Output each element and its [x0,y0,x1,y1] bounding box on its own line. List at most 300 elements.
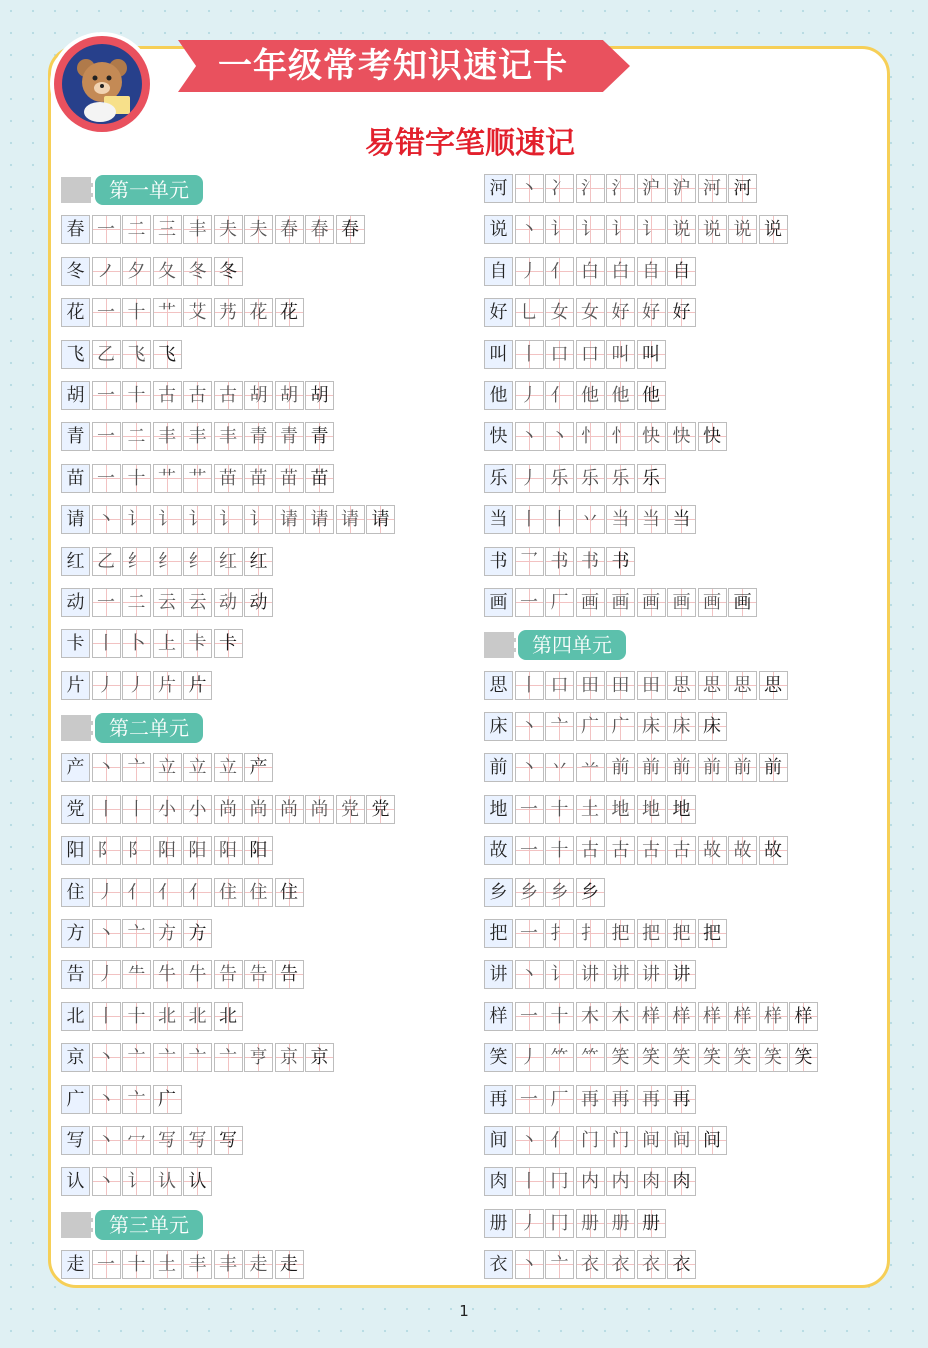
target-character: 肉 [484,1167,513,1196]
stroke-step: 他 [637,381,666,410]
stroke-step: 十 [122,1002,151,1031]
stroke-step: 阳 [244,836,273,865]
stroke-step: 床 [698,712,727,741]
stroke-step: 艿 [214,298,243,327]
stroke-step: 扌 [545,919,574,948]
stroke-step: 一 [515,795,544,824]
stroke-step: 田 [637,671,666,700]
unit-marker [61,177,93,203]
stroke-step: 冫 [545,174,574,203]
stroke-step: 乐 [576,464,605,493]
stroke-step: 思 [728,671,757,700]
stroke-step: 讠 [637,215,666,244]
target-character: 自 [484,257,513,286]
stroke-step: 土 [153,1250,182,1279]
target-character: 写 [61,1126,90,1155]
target-character: 笑 [484,1043,513,1072]
stroke-step: 再 [576,1085,605,1114]
stroke-step: 前 [637,753,666,782]
stroke-step: 丶 [92,505,121,534]
stroke-step: 样 [789,1002,818,1031]
stroke-step: 土 [576,795,605,824]
stroke-step: ⺮ [545,1043,574,1072]
stroke-step: 丶 [92,753,121,782]
stroke-step: 画 [728,588,757,617]
stroke-step: 云 [153,588,182,617]
stroke-step: 样 [759,1002,788,1031]
stroke-step: 河 [698,174,727,203]
stroke-step: 古 [667,836,696,865]
stroke-step: 青 [305,422,334,451]
stroke-step: 丶 [515,960,544,989]
target-character: 京 [61,1043,90,1072]
stroke-step: 木 [576,1002,605,1031]
stroke-step: 沪 [667,174,696,203]
stroke-step: 一 [515,1085,544,1114]
stroke-step: 广 [153,1085,182,1114]
page-number: 1 [459,1302,469,1320]
target-character: 党 [61,795,90,824]
stroke-step: 丶 [515,422,544,451]
stroke-step: 自 [667,257,696,286]
stroke-step: 党 [366,795,395,824]
target-character: 册 [484,1209,513,1238]
stroke-step: 胡 [244,381,273,410]
stroke-step: 牛 [183,960,212,989]
stroke-step: 讲 [637,960,666,989]
stroke-step: 花 [244,298,273,327]
stroke-step: 尚 [305,795,334,824]
stroke-step: 广 [576,712,605,741]
stroke-step: 一 [92,215,121,244]
stroke-step: 前 [606,753,635,782]
stroke-step: 认 [183,1167,212,1196]
stroke-step: 女 [545,298,574,327]
stroke-step: 一 [92,464,121,493]
stroke-step: 白 [606,257,635,286]
stroke-step: 样 [728,1002,757,1031]
stroke-step: 冬 [214,257,243,286]
stroke-step: 青 [244,422,273,451]
stroke-step: 十 [545,836,574,865]
stroke-step: 古 [183,381,212,410]
stroke-step: 纟 [153,547,182,576]
stroke-step: 思 [698,671,727,700]
stroke-step: 衣 [667,1250,696,1279]
stroke-step: 亻 [545,257,574,286]
stroke-step: 口 [545,671,574,700]
stroke-step: 一 [92,422,121,451]
stroke-step: 当 [606,505,635,534]
stroke-step: 乐 [545,464,574,493]
stroke-step: 册 [637,1209,666,1238]
stroke-step: 十 [122,1250,151,1279]
stroke-step: 走 [275,1250,304,1279]
stroke-step: 纟 [183,547,212,576]
stroke-step: 青 [275,422,304,451]
stroke-step: 样 [667,1002,696,1031]
stroke-step: 艹 [153,298,182,327]
stroke-step: 胡 [275,381,304,410]
stroke-step: 京 [275,1043,304,1072]
stroke-step: 地 [637,795,666,824]
stroke-step: 沪 [637,174,666,203]
stroke-step: 冬 [183,257,212,286]
target-character: 思 [484,671,513,700]
stroke-step: 笑 [789,1043,818,1072]
stroke-step: 十 [545,1002,574,1031]
stroke-step: 丨 [515,1167,544,1196]
stroke-step: 氵 [606,174,635,203]
stroke-step: 艹 [153,464,182,493]
stroke-step: 告 [214,960,243,989]
target-character: 快 [484,422,513,451]
stroke-step: 讲 [667,960,696,989]
stroke-step: 当 [667,505,696,534]
stroke-step: 厂 [545,1085,574,1114]
stroke-step: 书 [576,547,605,576]
stroke-step: 叫 [606,340,635,369]
stroke-step: 告 [244,960,273,989]
stroke-step: 阝 [122,836,151,865]
stroke-step: 小 [183,795,212,824]
unit-marker [61,1212,93,1238]
stroke-step: 笑 [728,1043,757,1072]
stroke-step: 春 [336,215,365,244]
stroke-step: 丿 [515,1043,544,1072]
stroke-step: 丿 [515,464,544,493]
target-character: 告 [61,960,90,989]
stroke-step: ノ [92,257,121,286]
stroke-step: 丿 [92,960,121,989]
stroke-step: 亻 [545,1126,574,1155]
stroke-step: 乛 [515,547,544,576]
stroke-step: 请 [366,505,395,534]
stroke-step: 把 [637,919,666,948]
stroke-step: 一 [515,1002,544,1031]
stroke-step: 走 [244,1250,273,1279]
stroke-step: 片 [153,671,182,700]
stroke-step: 丿 [515,257,544,286]
stroke-step: 冖 [122,1126,151,1155]
stroke-step: 丰 [183,215,212,244]
stroke-step: 丨 [92,1002,121,1031]
stroke-step: 把 [606,919,635,948]
stroke-step: 丶 [92,1085,121,1114]
target-character: 方 [61,919,90,948]
stroke-step: 白 [576,257,605,286]
target-character: 卡 [61,629,90,658]
stroke-step: 红 [244,547,273,576]
stroke-step: 一 [92,588,121,617]
stroke-step: 丿 [515,381,544,410]
stroke-step: 讠 [153,505,182,534]
stroke-step: 北 [153,1002,182,1031]
target-character: 走 [61,1250,90,1279]
stroke-step: 丿 [122,671,151,700]
stroke-step: 丷 [576,505,605,534]
stroke-step: 故 [759,836,788,865]
target-character: 叫 [484,340,513,369]
stroke-step: 木 [606,1002,635,1031]
stroke-step: 好 [667,298,696,327]
stroke-step: 二 [122,422,151,451]
stroke-step: 亻 [122,878,151,907]
stroke-step: 肉 [667,1167,696,1196]
stroke-step: 春 [275,215,304,244]
stroke-step: 河 [728,174,757,203]
stroke-step: 衣 [637,1250,666,1279]
target-character: 苗 [61,464,90,493]
stroke-step: 好 [606,298,635,327]
stroke-step: 内 [576,1167,605,1196]
stroke-step: 一 [92,381,121,410]
stroke-step: 讠 [122,505,151,534]
stroke-step: 艹 [183,464,212,493]
target-character: 春 [61,215,90,244]
target-character: 广 [61,1085,90,1114]
stroke-step: 认 [153,1167,182,1196]
stroke-step: 讲 [576,960,605,989]
stroke-step: 乡 [545,878,574,907]
stroke-step: 苗 [214,464,243,493]
stroke-step: 田 [576,671,605,700]
target-character: 衣 [484,1250,513,1279]
target-character: 飞 [61,340,90,369]
stroke-step: 口 [545,340,574,369]
stroke-step: 丰 [153,422,182,451]
target-character: 阳 [61,836,90,865]
stroke-step: 立 [214,753,243,782]
stroke-step: 厂 [545,588,574,617]
stroke-step: 乚 [515,298,544,327]
target-character: 青 [61,422,90,451]
stroke-step: 讠 [545,960,574,989]
stroke-step: 动 [214,588,243,617]
stroke-step: 古 [606,836,635,865]
stroke-step: 云 [183,588,212,617]
stroke-step: 立 [183,753,212,782]
stroke-step: 京 [305,1043,334,1072]
stroke-step: 门 [606,1126,635,1155]
stroke-step: 住 [214,878,243,907]
stroke-step: 笑 [698,1043,727,1072]
stroke-step: 亠 [122,753,151,782]
target-character: 花 [61,298,90,327]
stroke-step: 古 [576,836,605,865]
stroke-step: 当 [637,505,666,534]
stroke-step: ⺧ [122,960,151,989]
stroke-step: 乙 [92,340,121,369]
stroke-step: 卡 [183,629,212,658]
stroke-step: 古 [214,381,243,410]
stroke-step: 尚 [275,795,304,824]
stroke-step: 卡 [214,629,243,658]
stroke-step: 书 [606,547,635,576]
stroke-step: 思 [759,671,788,700]
stroke-step: 苗 [305,464,334,493]
stroke-step: 苗 [275,464,304,493]
unit-label: 第三单元 [95,1210,203,1240]
stroke-step: 冂 [545,1167,574,1196]
stroke-step: 上 [153,629,182,658]
stroke-step: 丰 [214,1250,243,1279]
stroke-step: 广 [606,712,635,741]
stroke-step: 忄 [576,422,605,451]
stroke-step: 丿 [515,1209,544,1238]
stroke-step: 乐 [637,464,666,493]
stroke-step: 故 [728,836,757,865]
unit-label: 第一单元 [95,175,203,205]
stroke-step: 丶 [515,712,544,741]
stroke-step: 亻 [183,878,212,907]
stroke-step: 方 [183,919,212,948]
stroke-step: 丿 [92,671,121,700]
target-character: 认 [61,1167,90,1196]
target-character: 乐 [484,464,513,493]
stroke-step: 十 [122,381,151,410]
target-character: 胡 [61,381,90,410]
target-character: 故 [484,836,513,865]
stroke-step: 把 [698,919,727,948]
stroke-step: 十 [545,795,574,824]
stroke-step: 丨 [122,795,151,824]
stroke-step: 讠 [183,505,212,534]
stroke-step: 再 [606,1085,635,1114]
stroke-step: 册 [606,1209,635,1238]
stroke-step: 亨 [244,1043,273,1072]
stroke-step: 阳 [214,836,243,865]
stroke-step: 快 [637,422,666,451]
stroke-step: 丶 [545,422,574,451]
stroke-step: 床 [667,712,696,741]
stroke-step: 立 [153,753,182,782]
target-character: 住 [61,878,90,907]
stroke-step: 丷 [545,753,574,782]
stroke-step: 内 [606,1167,635,1196]
unit-marker [484,632,516,658]
stroke-step: 十 [122,298,151,327]
stroke-step: 画 [576,588,605,617]
stroke-step: 一 [515,588,544,617]
stroke-step: 二 [122,588,151,617]
stroke-step: 扌 [576,919,605,948]
stroke-step: 快 [667,422,696,451]
stroke-step: 田 [606,671,635,700]
target-character: 产 [61,753,90,782]
stroke-step: 丶 [515,1250,544,1279]
stroke-step: 产 [244,753,273,782]
stroke-step: 讠 [576,215,605,244]
stroke-step: 乙 [92,547,121,576]
stroke-step: 叫 [637,340,666,369]
stroke-step: 乡 [515,878,544,907]
stroke-step: 故 [698,836,727,865]
stroke-step: 亠 [214,1043,243,1072]
stroke-step: 丰 [214,422,243,451]
stroke-step: 住 [275,878,304,907]
stroke-step: 画 [637,588,666,617]
stroke-step: 春 [305,215,334,244]
stroke-step: 间 [637,1126,666,1155]
stroke-step: 他 [606,381,635,410]
stroke-step: 二 [122,215,151,244]
stroke-step: 衣 [576,1250,605,1279]
stroke-step: 丨 [515,671,544,700]
stroke-step: 画 [698,588,727,617]
stroke-step: 他 [576,381,605,410]
stroke-step: 说 [667,215,696,244]
target-character: 片 [61,671,90,700]
stroke-step: 样 [698,1002,727,1031]
stroke-step: 古 [637,836,666,865]
target-character: 北 [61,1002,90,1031]
unit-label: 第四单元 [518,630,626,660]
target-character: 前 [484,753,513,782]
target-character: 冬 [61,257,90,286]
stroke-step: 丶 [515,215,544,244]
target-character: 动 [61,588,90,617]
stroke-step: 前 [667,753,696,782]
stroke-step: 地 [667,795,696,824]
target-character: 当 [484,505,513,534]
stroke-step: 方 [153,919,182,948]
stroke-step: 再 [667,1085,696,1114]
stroke-step: 动 [244,588,273,617]
target-character: 乡 [484,878,513,907]
stroke-step: 地 [606,795,635,824]
stroke-step: 尚 [214,795,243,824]
stroke-step: 氵 [576,174,605,203]
stroke-step: 讠 [606,215,635,244]
target-character: 书 [484,547,513,576]
stroke-step: 一 [515,919,544,948]
stroke-step: 快 [698,422,727,451]
stroke-step: 床 [637,712,666,741]
stroke-step: 胡 [305,381,334,410]
stroke-step: 画 [606,588,635,617]
stroke-step: 夫 [244,215,273,244]
stroke-step: 请 [305,505,334,534]
stroke-step: 笑 [606,1043,635,1072]
stroke-step: 夫 [214,215,243,244]
stroke-step: 纟 [122,547,151,576]
stroke-step: 丶 [92,1167,121,1196]
stroke-step: 画 [667,588,696,617]
stroke-step: 间 [667,1126,696,1155]
target-character: 请 [61,505,90,534]
target-character: 画 [484,588,513,617]
stroke-step: 说 [759,215,788,244]
stroke-step: 亻 [545,381,574,410]
stroke-step: 亠 [122,1043,151,1072]
bear-mascot-icon [54,36,150,132]
stroke-step: 冂 [545,1209,574,1238]
stroke-step: 间 [698,1126,727,1155]
stroke-step: 说 [698,215,727,244]
stroke-step: 党 [336,795,365,824]
stroke-step: 写 [214,1126,243,1155]
stroke-step: 丶 [515,174,544,203]
stroke-step: 亠 [122,1085,151,1114]
stroke-step: 口 [576,340,605,369]
stroke-step: 请 [275,505,304,534]
stroke-step: 讠 [214,505,243,534]
stroke-step: 笑 [759,1043,788,1072]
target-character: 再 [484,1085,513,1114]
stroke-step: 一 [92,1250,121,1279]
page-title: 一年级常考知识速记卡 [218,46,568,86]
